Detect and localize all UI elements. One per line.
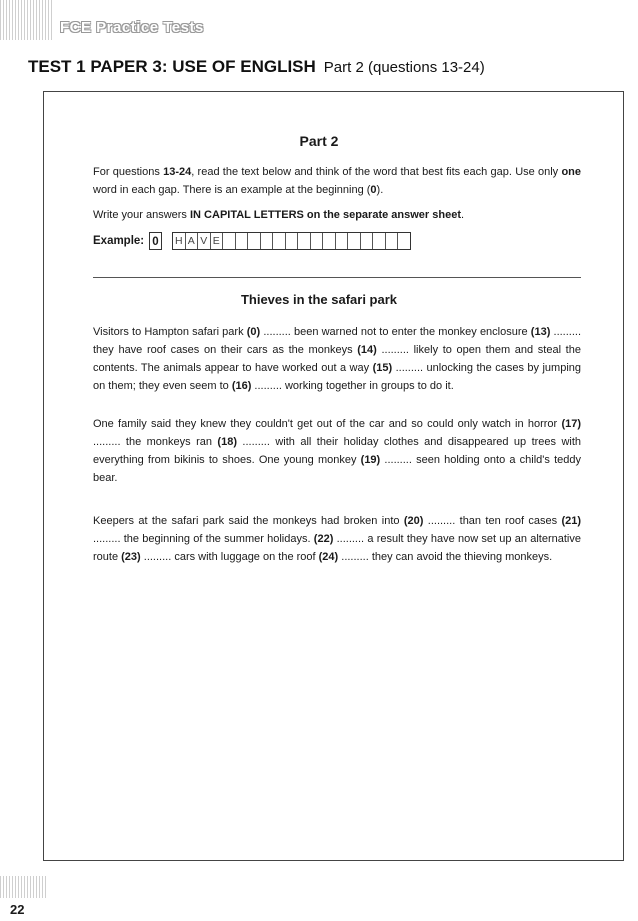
story-paragraph-2 xyxy=(93,415,581,487)
example-letter-box: V xyxy=(198,233,211,249)
answer-instruction: Write your answers IN CAPITAL LETTERS on the separate answer sheet. xyxy=(93,209,465,221)
gap-number: (23) xyxy=(121,551,141,563)
story-title: Thieves in the safari park xyxy=(240,292,398,307)
story-text: ......... with all their holiday clothes and disappeared up trees with everything from bikinis to shoes. One young monkey xyxy=(93,436,582,466)
instructions-paragraph: For questions 13-24, read the text below and think of the word that best fits each gap. Use only one word in each gap. There is an example at the beginning (0). xyxy=(93,166,581,196)
story-text: ......... unlocking the cases by jumping on them; they even seem to xyxy=(93,362,581,392)
example-letter-boxes xyxy=(172,232,411,250)
example-number-box: 0 xyxy=(149,232,162,250)
story-text: ......... seen holding onto a child's teddy bear. xyxy=(93,454,581,484)
example-letter-box xyxy=(323,233,336,249)
story-text: ......... working together in groups to do it. xyxy=(251,380,454,392)
gap-number: (0) xyxy=(246,326,261,338)
gap-number: (18) xyxy=(217,436,237,448)
example-letter-box xyxy=(336,233,349,249)
example-label: Example: xyxy=(93,235,145,247)
section-divider xyxy=(93,277,581,278)
example-letter-box xyxy=(248,233,261,249)
test-title: TEST 1 PAPER 3: USE OF ENGLISH xyxy=(28,57,316,76)
story-text: ......... the beginning of the summer holidays. xyxy=(93,533,314,545)
header-stripe-decoration xyxy=(0,0,52,40)
story-text: ......... been warned not to enter the monkey enclosure xyxy=(260,326,531,338)
gap-number: (24) xyxy=(318,551,339,563)
gap-number: (13) xyxy=(530,326,551,338)
example-letter-box xyxy=(223,233,236,249)
example-letter-box xyxy=(286,233,299,249)
example-letter-box: E xyxy=(211,233,224,249)
example-letter-box: A xyxy=(186,233,199,249)
story-text: ......... cars with luggage on the roof xyxy=(140,551,319,563)
story-text: ......... likely to open them and steal the contents. The animals appear to have worked out a way xyxy=(93,344,581,374)
story-paragraph-1 xyxy=(93,323,581,395)
example-letter-box: H xyxy=(173,233,186,249)
story-text: ......... they can avoid the thieving monkeys. xyxy=(338,551,553,563)
gap-number: (22) xyxy=(313,533,334,545)
example-letter-box xyxy=(298,233,311,249)
gap-number: (16) xyxy=(231,380,252,392)
story-text: ......... a result they have now set up an alternative route xyxy=(93,533,581,563)
story-paragraph-3 xyxy=(93,512,581,566)
series-title: FCE Practice Tests xyxy=(60,19,204,36)
gap-number: (14) xyxy=(357,344,377,356)
example-letter-box xyxy=(361,233,374,249)
gap-number: (15) xyxy=(372,362,393,374)
story-text: ......... the monkeys ran xyxy=(93,436,218,448)
story-text: One family said they knew they couldn't get out of the car and so could only watch in horror xyxy=(93,418,562,430)
gap-number: (20) xyxy=(403,515,424,527)
part-title: Part 2 xyxy=(299,133,339,149)
story-text: Visitors to Hampton safari park xyxy=(93,326,247,338)
story-text: Keepers at the safari park said the monkeys had broken into xyxy=(93,515,404,527)
example-letter-box xyxy=(386,233,399,249)
page-number: 22 xyxy=(10,902,25,917)
example-letter-box xyxy=(236,233,249,249)
gap-number: (19) xyxy=(360,454,381,466)
footer-stripe-decoration xyxy=(0,876,46,898)
story-text: ......... they have roof cases on their cars as the monkeys xyxy=(93,326,582,356)
example-letter-box xyxy=(261,233,274,249)
gap-number: (21) xyxy=(561,515,582,527)
test-subtitle: Part 2 (questions 13-24) xyxy=(323,59,485,76)
story-text: ......... than ten roof cases xyxy=(423,515,562,527)
example-letter-box xyxy=(311,233,324,249)
example-letter-box xyxy=(273,233,286,249)
gap-number: (17) xyxy=(561,418,581,430)
example-letter-box xyxy=(398,233,410,249)
example-letter-box xyxy=(373,233,386,249)
test-header xyxy=(28,57,485,77)
example-letter-box xyxy=(348,233,361,249)
